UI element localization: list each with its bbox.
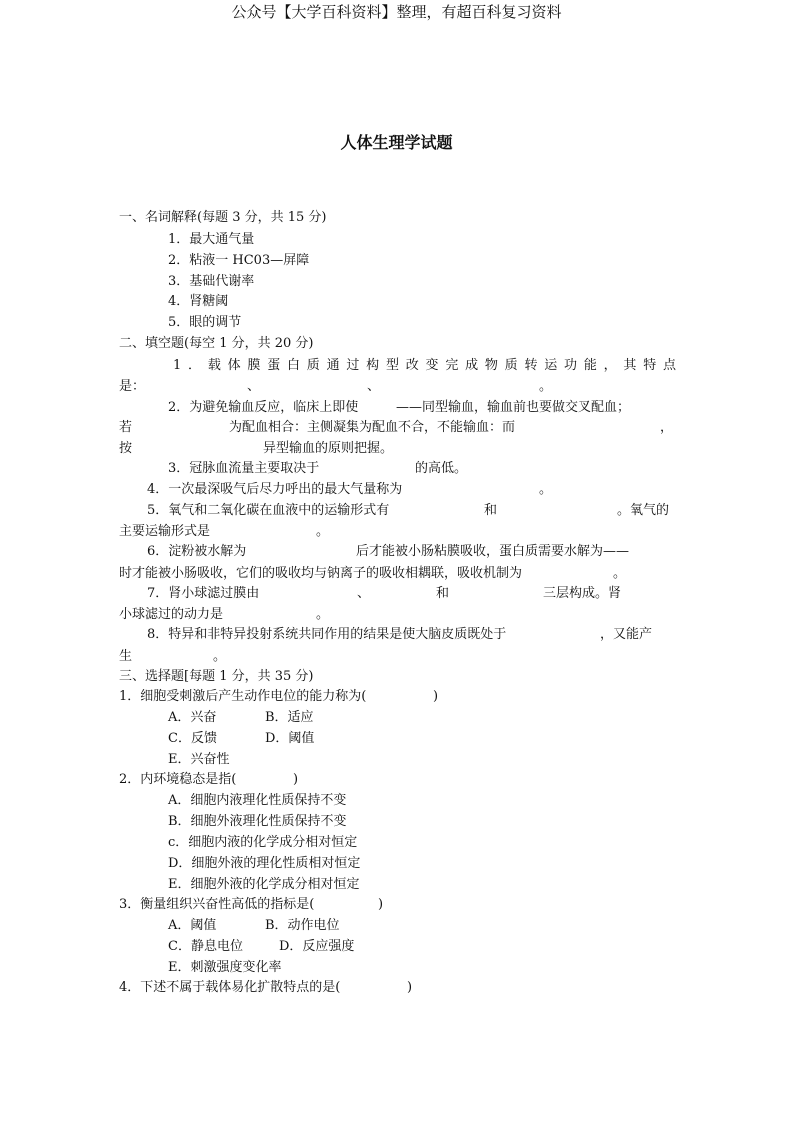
choice-q1-close: ) <box>433 689 439 704</box>
fill-q1-text: 是： <box>119 379 146 394</box>
fill-q1-line1: 1．载体膜蛋白质通过构型改变完成物质转运功能，其特点 <box>173 358 676 373</box>
choice-q2-close: ) <box>293 772 299 787</box>
choice-q4-close: ) <box>407 980 413 995</box>
choice-option: E．刺激强度变化率 <box>168 960 282 975</box>
fill-q1-end: 。 <box>539 379 553 394</box>
fill-q6-text: 6．淀粉被水解为 <box>147 544 247 559</box>
choice-q4-stem: 4．下述不属于载体易化扩散特点的是( <box>119 980 341 995</box>
fill-q2-text: ， <box>660 420 674 435</box>
term-item: 3．基础代谢率 <box>168 274 255 289</box>
term-item: 4．肾糖阈 <box>168 294 229 309</box>
choice-option: A．阈值 <box>168 918 217 933</box>
fill-q8-text: 。 <box>213 649 227 664</box>
fill-q7-text: 三层构成。肾 <box>543 586 622 601</box>
fill-q7-text: 。 <box>316 607 330 622</box>
fill-q7-text: 、 <box>357 586 371 601</box>
choice-option: A．兴奋 <box>168 710 217 725</box>
fill-q5-text: 5．氧气和二氧化碳在血液中的运输形式有 <box>147 503 390 518</box>
choice-option: c．细胞内液的化学成分相对恒定 <box>168 835 358 850</box>
choice-option: B．适应 <box>265 710 314 725</box>
fill-q5-text: 主要运输形式是 <box>119 524 211 539</box>
choice-q3-close: ) <box>378 897 384 912</box>
fill-q7-text: 和 <box>436 586 450 601</box>
choice-q3-stem: 3．衡量组织兴奋性高低的指标是( <box>119 897 315 912</box>
fill-q1-sep: 、 <box>247 379 261 394</box>
fill-q3-text: 的高低。 <box>415 461 468 476</box>
term-item: 1．最大通气量 <box>168 232 255 247</box>
fill-q2-text: 若 <box>119 420 133 435</box>
fill-q2-text: 异型输血的原则把握。 <box>263 441 394 456</box>
choice-option: E．细胞外液的化学成分相对恒定 <box>168 877 360 892</box>
fill-q2-text: ——同型输血，输血前也要做交叉配血； <box>396 400 631 415</box>
section-heading-fill: 二、填空题(每空 1 分，共 20 分) <box>119 336 314 351</box>
choice-option: A．细胞内液理化性质保持不变 <box>168 793 347 808</box>
fill-q2-text: 为配血相合：主侧凝集为配血不合，不能输血：而 <box>229 420 516 435</box>
fill-q5-text: 和 <box>484 503 498 518</box>
choice-option: D．细胞外液的理化性质相对恒定 <box>168 856 361 871</box>
term-item: 2．粘液一 HC03—屏障 <box>168 253 310 268</box>
fill-q6-text: 时才能被小肠吸收，它们的吸收均与钠离子的吸收相耦联，吸收机制为 <box>119 566 523 581</box>
choice-q2-stem: 2．内环境稳态是指( <box>119 772 237 787</box>
choice-option: C．反馈 <box>168 731 217 746</box>
fill-q8-text: ，又能产 <box>600 627 653 642</box>
choice-option: B．动作电位 <box>265 918 340 933</box>
fill-q7-text: 小球滤过的动力是 <box>119 607 224 622</box>
fill-q7-text: 7．肾小球滤过膜由 <box>147 586 260 601</box>
fill-q4-text: 4．一次最深吸气后尽力呼出的最大气量称为 <box>147 482 403 497</box>
fill-q8-text: 生 <box>119 649 133 664</box>
page-header: 公众号【大学百科资料】整理，有超百科复习资料 <box>231 3 562 21</box>
fill-q4-text: 。 <box>539 482 553 497</box>
fill-q6-text: 后才能被小肠粘膜吸收，蛋白质需要水解为—— <box>356 544 630 559</box>
choice-option: D．反应强度 <box>279 939 355 954</box>
fill-q3-text: 3．冠脉血流量主要取决于 <box>168 461 320 476</box>
choice-option: C．静息电位 <box>168 939 243 954</box>
choice-option: B．细胞外液理化性质保持不变 <box>168 814 347 829</box>
fill-q2-text: 2．为避免输血反应，临床上即使 <box>168 400 359 415</box>
fill-q2-text: 按 <box>119 441 133 456</box>
section-heading-choice: 三、选择题[每题 1 分，共 35 分) <box>119 669 314 684</box>
fill-q1-sep: 、 <box>367 379 381 394</box>
page-title: 人体生理学试题 <box>340 133 453 152</box>
fill-q5-text: 。氧气的 <box>617 503 670 518</box>
choice-q1-stem: 1．细胞受刺激后产生动作电位的能力称为( <box>119 689 367 704</box>
choice-option: D．阈值 <box>265 731 315 746</box>
choice-option: E．兴奋性 <box>168 752 230 767</box>
fill-q6-text: 。 <box>613 566 627 581</box>
fill-q5-text: 。 <box>316 524 330 539</box>
term-item: 5．眼的调节 <box>168 315 242 330</box>
fill-q8-text: 8．特异和非特异投射系统共同作用的结果是使大脑皮质既处于 <box>147 627 507 642</box>
section-heading-terms: 一、名词解释(每题 3 分，共 15 分) <box>119 210 327 225</box>
